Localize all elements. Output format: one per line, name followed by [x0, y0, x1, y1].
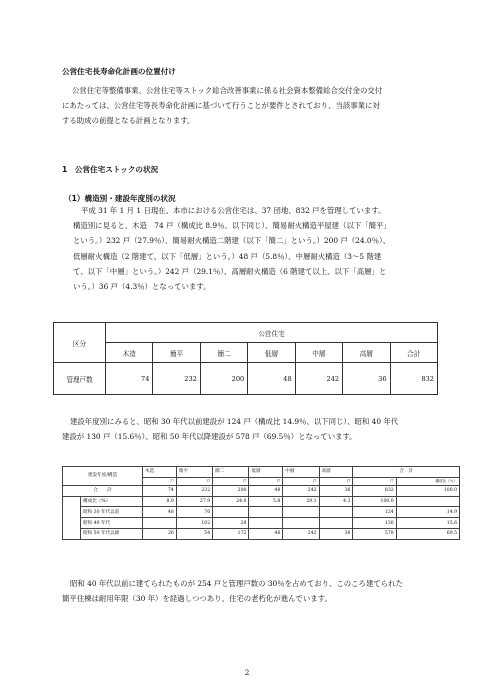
table-cell: 242: [295, 363, 342, 395]
table-cell: 578: [353, 528, 396, 539]
section-heading: 公営住宅長寿命化計画の位置付け: [62, 67, 176, 76]
table-cell: 69.5: [396, 528, 459, 539]
table-cell: 74: [106, 363, 153, 395]
table-cell: 242: [283, 485, 319, 496]
table-cell: [396, 496, 459, 507]
table-row: [63, 485, 460, 496]
table-cell: [143, 518, 177, 529]
unit-label: 戸: [143, 477, 177, 485]
table-cell: 36: [343, 363, 390, 395]
table-cell: 102: [176, 518, 212, 529]
construction-year-table: [62, 466, 460, 540]
table-cell: 36: [319, 528, 353, 539]
table-cell: 48: [249, 528, 283, 539]
column-header: 簡二: [213, 467, 249, 478]
column-header: 高層: [343, 343, 390, 363]
chapter-heading: 1 公営住宅ストックの状況: [62, 165, 159, 174]
column-header: 低層: [248, 343, 295, 363]
structure-line: という。）232 戸（27.9％）、簡易耐火構造二階建（以下「簡二」という。）200 戸（24.0％）、: [73, 236, 391, 246]
total-header: 合 計: [353, 467, 460, 478]
closing-line: 簡平住棟は耐用年限（30 年）を経過しつつあり、住宅の老朽化が進んでいます。: [62, 594, 332, 604]
unit-label: 構成比（％）: [396, 477, 459, 485]
row-label: 構成比（%）: [81, 496, 143, 507]
table-cell: 172: [213, 528, 249, 539]
table-cell: 76: [176, 507, 212, 518]
column-header: 木造: [106, 343, 153, 363]
table-cell: 36: [319, 485, 353, 496]
unit-label: 戸: [319, 477, 353, 485]
unit-label: 戸: [213, 477, 249, 485]
table-cell: [319, 518, 353, 529]
table-cell: [283, 507, 319, 518]
intro-line: する助成の前提となる計画となります。: [62, 116, 195, 126]
table-row: [63, 528, 460, 539]
table-cell: 48: [143, 507, 177, 518]
column-header: 高層: [319, 467, 353, 478]
column-header: 中層: [295, 343, 342, 363]
page-number: 2: [244, 668, 250, 677]
table-cell: [249, 518, 283, 529]
table-cell: 29.1: [283, 496, 319, 507]
table-cell: [213, 507, 249, 518]
table-row: [63, 507, 460, 518]
unit-label: 戸: [353, 477, 396, 485]
table-cell: [283, 518, 319, 529]
table-cell: 26: [143, 528, 177, 539]
row-label: 昭和 40 年代: [81, 518, 143, 529]
table-cell: 200: [213, 485, 249, 496]
intro-paragraph: [62, 83, 382, 129]
table2-corner: 建設年度/構造: [63, 467, 143, 486]
table-cell: 130: [353, 518, 396, 529]
unit-label: 戸: [249, 477, 283, 485]
row-label: 昭和 30 年代以前: [81, 507, 143, 518]
table-cell: 48: [249, 485, 283, 496]
unit-label: 戸: [176, 477, 212, 485]
table-cell: 5.8: [249, 496, 283, 507]
column-header: 中層: [283, 467, 319, 478]
table-cell: 28: [213, 518, 249, 529]
structure-line: いう。）36 戸（4.3％）となっています。: [73, 282, 211, 292]
table-cell: 8.9: [143, 496, 177, 507]
table-cell: 242: [283, 528, 319, 539]
unit-label: 戸: [283, 477, 319, 485]
structure-line: 平成 31 年 1 月 1 日現在、本市における公営住宅は、37 団地、832 戸を管理しています。: [81, 206, 386, 215]
year-line: 建設が 130 戸（15.6％）、昭和 50 年代以降建設が 578 戸（69.5％）となっています。: [62, 432, 357, 442]
intro-line: にあたっては、公営住宅等長寿命化計画に基づいて行うことが要件とされており、当該事業に対: [62, 101, 380, 111]
structure-line: 構造別に見ると、木造 74 戸（構成比 8.9％、以下同じ）、簡易耐火構造平屋建（以下「簡平」: [73, 221, 391, 231]
column-header: 低層: [249, 467, 283, 478]
column-header: 簡二: [200, 343, 247, 363]
table-cell: 100.0: [353, 496, 396, 507]
row-label: 昭和 50 年代以降: [81, 528, 143, 539]
structure-line: 低層耐火構造（2 階建て、以下「低層」という。）48 戸（5.8％）、中層耐火構造（3～5 階建: [73, 251, 382, 261]
table-cell: 24.0: [213, 496, 249, 507]
table-cell: 48: [248, 363, 295, 395]
table-cell: 124: [353, 507, 396, 518]
table-cell: 232: [176, 485, 212, 496]
table-row: [63, 496, 460, 507]
year-paragraph: [62, 414, 398, 444]
table-cell: 832: [390, 363, 437, 395]
column-header: 簡平: [153, 343, 200, 363]
table-cell: 200: [200, 363, 247, 395]
sub-heading: （1）構造別・建設年度別の状況: [64, 194, 176, 203]
table-cell: 54: [176, 528, 212, 539]
closing-paragraph: [62, 576, 403, 606]
table-cell: 74: [143, 485, 177, 496]
header-koei-jutaku: 公営住宅: [106, 323, 438, 343]
column-header: 簡平: [176, 467, 212, 478]
year-line: 建設年度別にみると、昭和 30 年代以前建設が 124 戸（構成比 14.9％、以下同じ）、昭和 40 年代: [70, 417, 399, 426]
column-header: 合計: [390, 343, 437, 363]
table-cell: 27.9: [176, 496, 212, 507]
table-cell: [319, 507, 353, 518]
table-cell: 100.0: [396, 485, 459, 496]
header-kubun: 区分: [54, 323, 106, 363]
management-count-table: [53, 322, 438, 395]
row-label: 管理戸数: [54, 363, 106, 395]
table-cell: [249, 507, 283, 518]
table-cell: 14.9: [396, 507, 459, 518]
structure-line: て、以下「中層」という。）242 戸（29.1％）、高層耐火構造（6 階建て以上、以下「高層」と: [73, 266, 387, 276]
intro-line: 公営住宅等整備事業、公営住宅等ストック総合改善事業に係る社会資本整備総合交付金の交付: [72, 86, 383, 95]
closing-line: 昭和 40 年代以前に建てられたものが 254 戸と管理戸数の 30％を占めており、このころ建てられた: [70, 579, 403, 588]
row-group-spacer: [63, 496, 81, 539]
table-cell: 4.3: [319, 496, 353, 507]
structure-paragraph: [73, 203, 391, 294]
table-cell: 15.6: [396, 518, 459, 529]
table-row: [63, 518, 460, 529]
column-header: 木造: [143, 467, 177, 478]
row-label: 合 計: [63, 485, 143, 496]
table-cell: 232: [153, 363, 200, 395]
table-cell: 832: [353, 485, 396, 496]
